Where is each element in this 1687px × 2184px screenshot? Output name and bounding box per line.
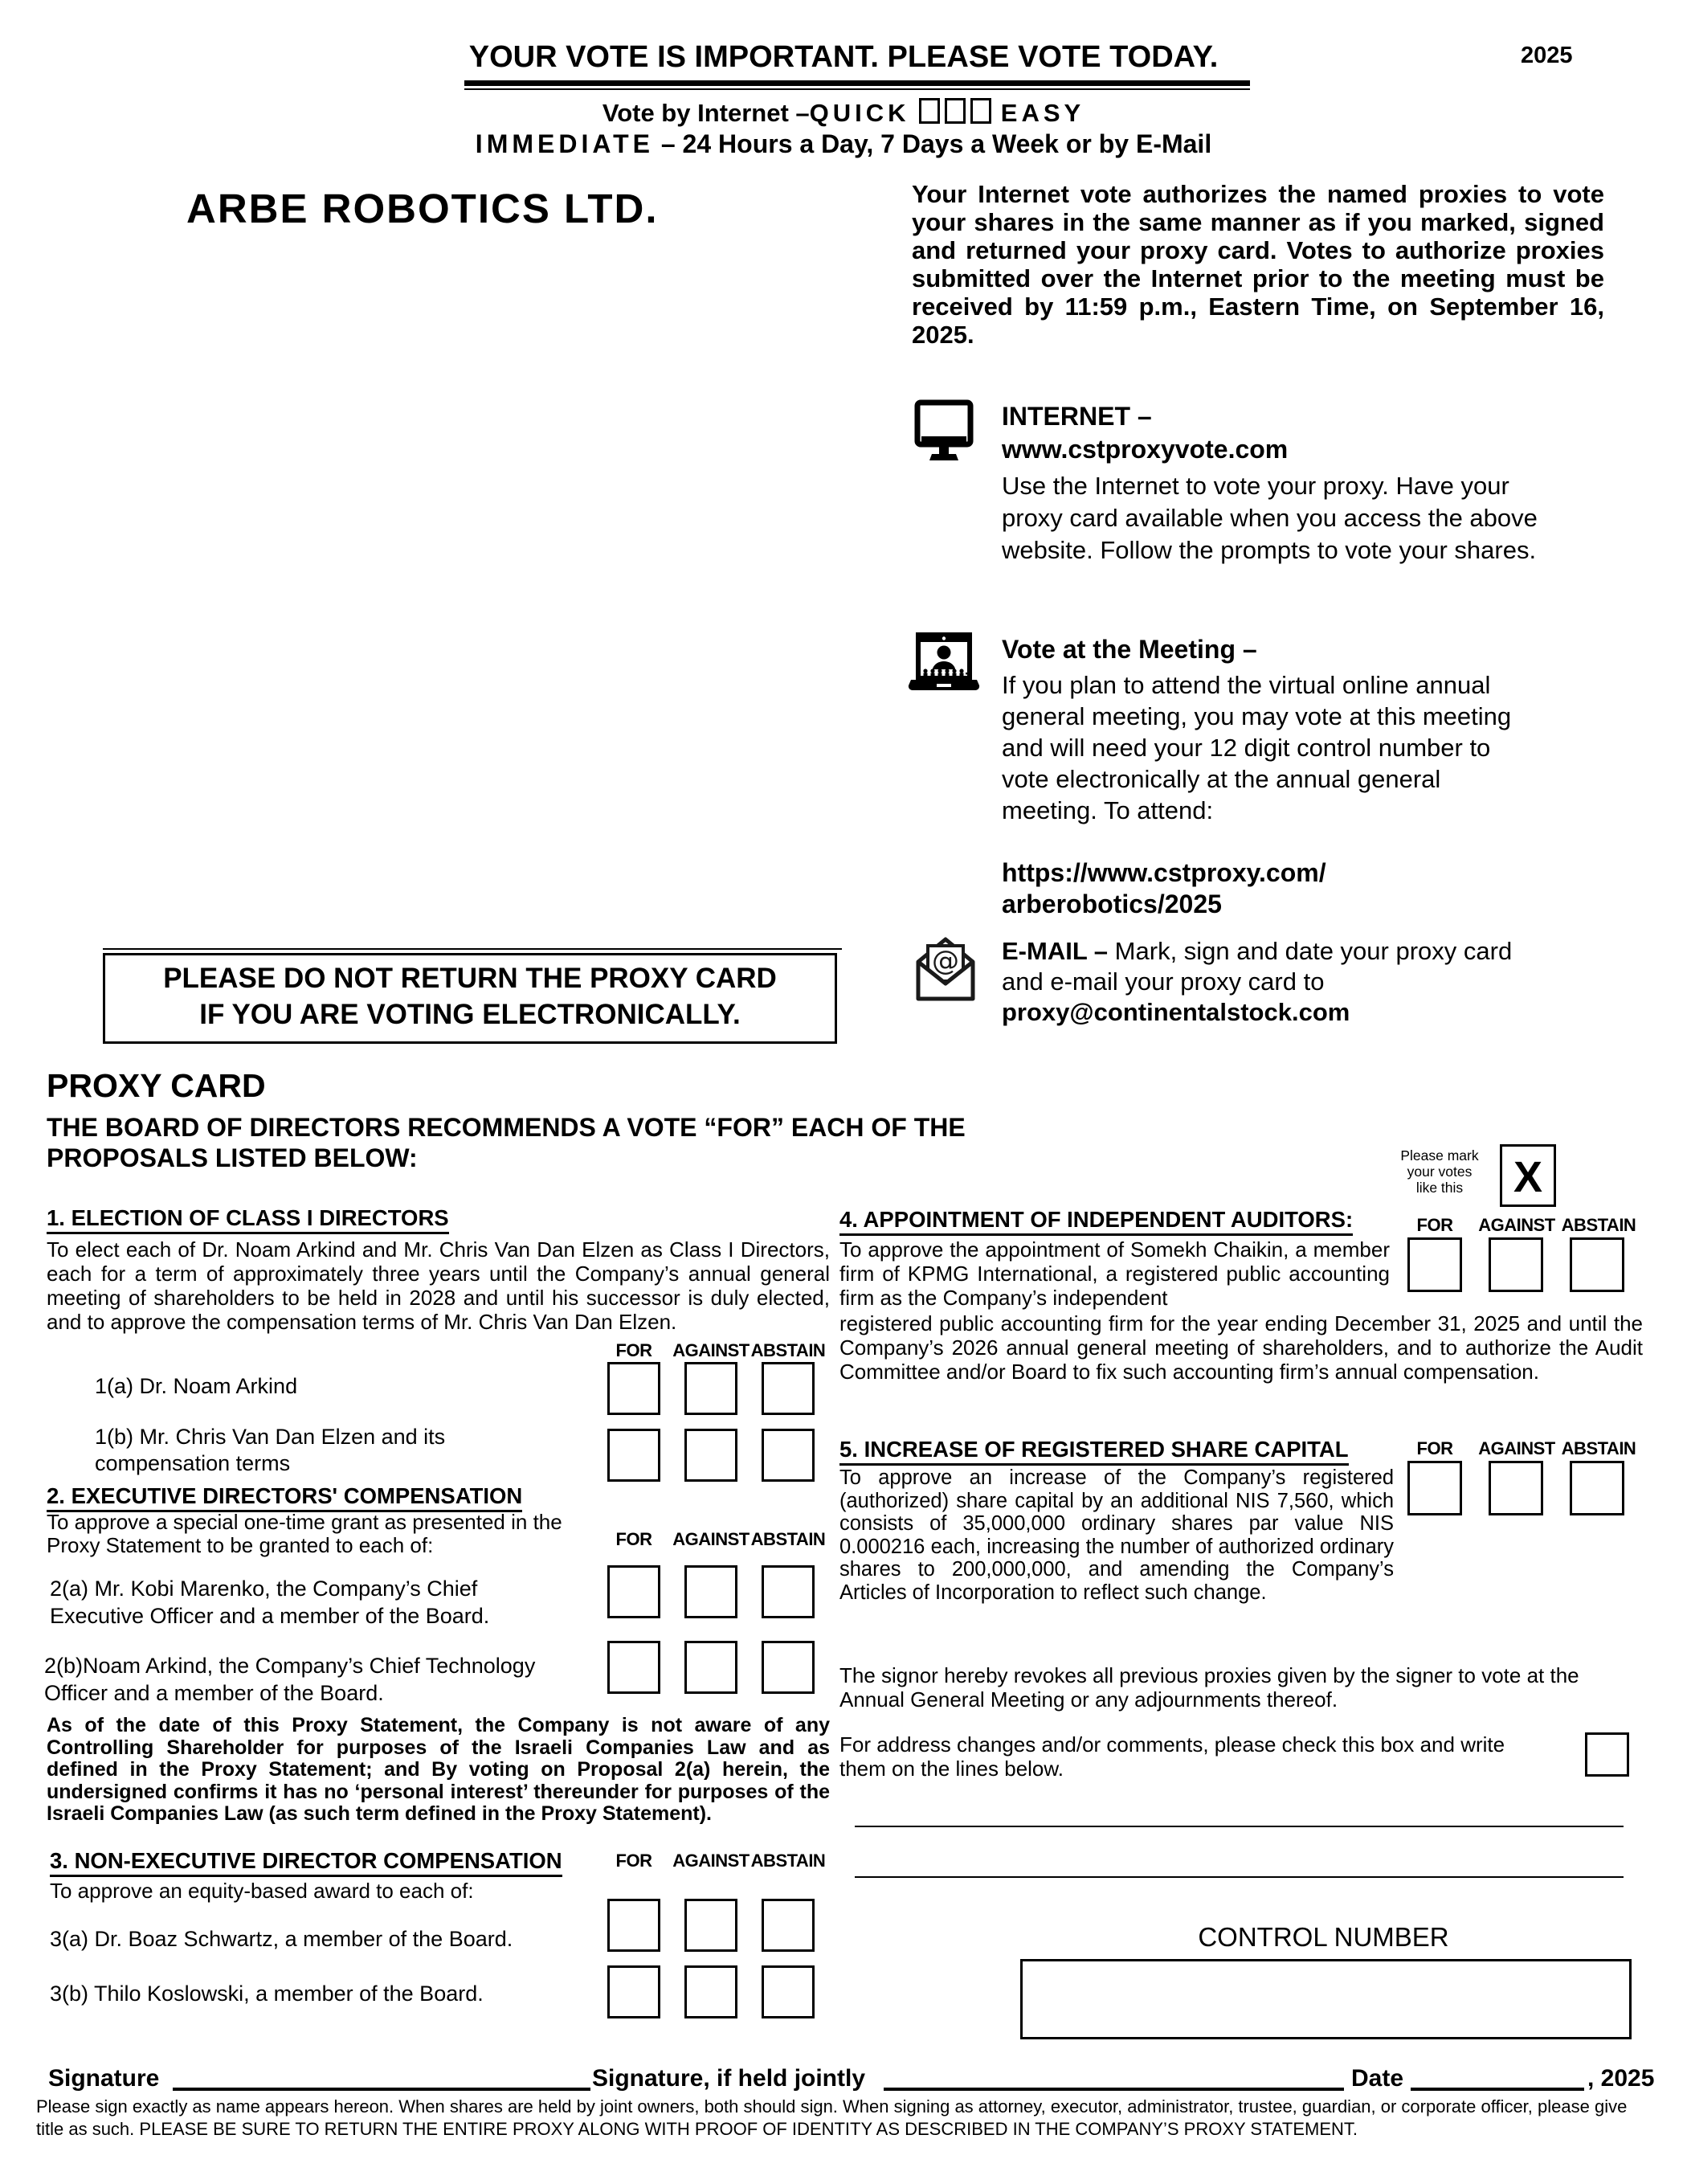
virtual-meeting-icon xyxy=(906,632,982,700)
against-label: AGAINST xyxy=(672,1529,750,1549)
checkbox-against[interactable] xyxy=(684,1429,737,1482)
abstain-label: ABSTAIN xyxy=(1561,1438,1636,1458)
proposal4-heading: 4. APPOINTMENT OF INDEPENDENT AUDITORS: xyxy=(839,1207,1353,1233)
item-3b-label: 3(b) Thilo Koslowski, a member of the Board. xyxy=(50,1982,484,2006)
item-3a-label: 3(a) Dr. Boaz Schwartz, a member of the Board. xyxy=(50,1927,513,1951)
immediate-line xyxy=(337,129,1350,159)
checkbox-for[interactable] xyxy=(607,1641,660,1694)
joint-signature-label: Signature, if held jointly xyxy=(592,2065,866,2092)
meeting-title: Vote at the Meeting – xyxy=(1002,635,1257,664)
checkbox-abstain[interactable] xyxy=(762,1362,815,1415)
abstain-label: ABSTAIN xyxy=(750,1529,826,1549)
against-label: AGAINST xyxy=(672,1340,750,1360)
against-label: AGAINST xyxy=(1478,1438,1555,1458)
item-3a-vote-row xyxy=(607,1899,815,1952)
vote-options-header-p4 xyxy=(1394,1215,1640,1236)
against-label: AGAINST xyxy=(1478,1215,1555,1235)
against-label: AGAINST xyxy=(672,1851,750,1871)
proposal4-description-narrow: To approve the appointment of Somekh Chaikin, a member firm of KPMG International, a registered public accounting firm as the Company’s independent xyxy=(839,1237,1390,1310)
email-body-line1: Mark, sign and date your proxy card xyxy=(1108,937,1513,965)
abstain-label: ABSTAIN xyxy=(750,1340,826,1360)
date-line[interactable] xyxy=(1411,2088,1584,2091)
vote-by-internet-line xyxy=(337,98,1350,128)
missing-glyph-box xyxy=(945,98,966,124)
svg-text:@: @ xyxy=(932,945,959,977)
checkbox-against[interactable] xyxy=(684,1565,737,1618)
meeting-body: If you plan to attend the virtual online annual general meeting, you may vote at this meeting and will need your 12 digit control number to vote electronically at the annual general meeting. To attend: xyxy=(1002,671,1512,824)
notice-line1: PLEASE DO NOT RETURN THE PROXY CARD xyxy=(163,963,777,994)
checkbox-abstain[interactable] xyxy=(762,1965,815,2018)
item-2a-vote-row xyxy=(607,1565,815,1618)
company-name: ARBE ROBOTICS LTD. xyxy=(186,186,659,231)
for-label: FOR xyxy=(1416,1215,1453,1235)
address-change-note: For address changes and/or comments, please check this box and write them on the lines below. xyxy=(839,1732,1505,1781)
vote-options-header-p5 xyxy=(1394,1438,1640,1459)
checkbox-against[interactable] xyxy=(684,1965,737,2018)
control-number-box xyxy=(1020,1959,1632,2039)
vote-options-header-p1 xyxy=(595,1340,827,1361)
email-line1 xyxy=(1002,937,1620,966)
immediate-word: IMMEDIATE xyxy=(475,129,654,158)
comment-line-1[interactable] xyxy=(855,1826,1624,1827)
item-3b-vote-row xyxy=(607,1965,815,2018)
proposal5-heading: 5. INCREASE OF REGISTERED SHARE CAPITAL xyxy=(839,1437,1349,1462)
item-2b-label: 2(b)Noam Arkind, the Company’s Chief Technology Officer and a member of the Board. xyxy=(44,1654,536,1705)
meeting-url-line1: https://www.cstproxy.com/ xyxy=(1002,858,1326,887)
header-divider xyxy=(464,80,1250,90)
checkbox-against[interactable] xyxy=(684,1362,737,1415)
internet-url: www.cstproxyvote.com xyxy=(1002,435,1289,464)
checkbox-for[interactable] xyxy=(1407,1461,1462,1515)
proposal5-description: To approve an increase of the Company’s registered (authorized) share capital by an additional NIS 7,560, which consists of 35,000,000 ordinary shares par value NIS 0.000216 each, increasing the number of authorized ordinary shares to 200,000,000, and amending the Company’s Articles of Incorporation to reflect such change. xyxy=(839,1466,1394,1604)
quick-word: QUICK xyxy=(809,99,910,127)
proposal3-heading: 3. NON-EXECUTIVE DIRECTOR COMPENSATION xyxy=(50,1848,562,1874)
signature-label: Signature xyxy=(48,2065,160,2092)
checkbox-abstain[interactable] xyxy=(762,1565,815,1618)
for-label: FOR xyxy=(615,1851,652,1871)
meeting-url-line2: arberobotics/2025 xyxy=(1002,890,1222,918)
proposal4-description-wide: registered public accounting firm for the year ending December 31, 2025 and until the Company’s 2026 annual general meeting of shareholders, and to authorize the Audit Committee and/or Board to fix such accounting firm’s annual compensation. xyxy=(839,1311,1643,1384)
item-2b-vote-row xyxy=(607,1641,815,1694)
year-label: 2025 xyxy=(1521,43,1573,68)
item-1b-label: 1(b) Mr. Chris Van Dan Elzen and its compensation terms xyxy=(95,1425,446,1475)
missing-glyph-box xyxy=(970,98,991,124)
proposal2-description: To approve a special one-time grant as presented in the Proxy Statement to be granted to each of: xyxy=(47,1510,562,1557)
email-address: proxy@continentalstock.com xyxy=(1002,998,1350,1026)
easy-word: EASY xyxy=(1000,99,1085,127)
abstain-label: ABSTAIN xyxy=(1561,1215,1636,1235)
notice-top-line xyxy=(103,948,842,950)
signature-year-suffix: , 2025 xyxy=(1587,2065,1655,2092)
email-body-line2: and e-mail your proxy card to xyxy=(1002,967,1325,996)
checkbox-for[interactable] xyxy=(607,1965,660,2018)
proposal5-vote-row xyxy=(1407,1461,1624,1515)
mark-example-box: X xyxy=(1500,1144,1556,1207)
internet-title: INTERNET – xyxy=(1002,402,1152,431)
vote-options-header-p2 xyxy=(595,1529,827,1550)
item-1b-vote-row xyxy=(607,1429,815,1482)
joint-signature-line[interactable] xyxy=(884,2088,1344,2091)
comment-line-2[interactable] xyxy=(855,1876,1624,1878)
proxy-card-title: PROXY CARD xyxy=(47,1067,266,1104)
item-1a-label: 1(a) Dr. Noam Arkind xyxy=(95,1374,298,1398)
checkbox-against[interactable] xyxy=(684,1641,737,1694)
proposal2-heading: 2. EXECUTIVE DIRECTORS' COMPENSATION xyxy=(47,1483,522,1509)
internet-body: Use the Internet to vote your proxy. Have your proxy card available when you access the above website. Follow the prompts to vote your shares. xyxy=(1002,472,1538,564)
checkbox-abstain[interactable] xyxy=(1570,1461,1624,1515)
monitor-icon xyxy=(914,399,974,467)
checkbox-abstain[interactable] xyxy=(1570,1237,1624,1292)
fine-print: Please sign exactly as name appears hereon. When shares are held by joint owners, both should sign. When signing as attorney, executor, administrator, trustee, guardian, or corporate officer, please give title as such. PLEASE BE SURE TO RETURN THE ENTIRE PROXY ALONG WITH PROOF OF IDENTITY AS DESCRIBED IN THE COMPANY’S PROXY STATEMENT. xyxy=(36,2096,1628,2139)
immediate-rest: – 24 Hours a Day, 7 Days a Week or by E-Mail xyxy=(660,129,1212,158)
proposal1-description: To elect each of Dr. Noam Arkind and Mr. Chris Van Dan Elzen as Class I Directors, each for a term of approximately three years until the Company’s annual general meeting of shareholders to be held in 2028 and until his successor is duly elected, and to approve the compensation terms of Mr. Chris Van Dan Elzen. xyxy=(47,1237,830,1334)
checkbox-for[interactable] xyxy=(607,1899,660,1952)
email-envelope-icon xyxy=(911,930,980,1003)
vote-options-header-p3 xyxy=(595,1851,827,1871)
checkbox-for[interactable] xyxy=(1407,1237,1462,1292)
item-1a-vote-row xyxy=(607,1362,815,1415)
control-number-label: CONTROL NUMBER xyxy=(1198,1922,1449,1952)
checkbox-abstain[interactable] xyxy=(762,1429,815,1482)
abstain-label: ABSTAIN xyxy=(750,1851,826,1871)
notice-line2: IF YOU ARE VOTING ELECTRONICALLY. xyxy=(199,999,741,1030)
missing-glyph-box xyxy=(919,98,940,124)
date-label: Date xyxy=(1351,2065,1404,2092)
board-recommendation: THE BOARD OF DIRECTORS RECOMMENDS A VOTE “FOR” EACH OF THE PROPOSALS LISTED BELOW: xyxy=(47,1113,966,1172)
for-label: FOR xyxy=(615,1529,652,1549)
signature-line[interactable] xyxy=(173,2088,590,2091)
for-label: FOR xyxy=(1416,1438,1453,1458)
checkbox-abstain[interactable] xyxy=(762,1641,815,1694)
checkbox-against[interactable] xyxy=(684,1899,737,1952)
proposal4-vote-row xyxy=(1407,1237,1624,1292)
signor-revocation-note: The signor hereby revokes all previous proxies given by the signer to vote at the Annual General Meeting or any adjournments thereof. xyxy=(839,1663,1579,1712)
for-label: FOR xyxy=(615,1340,652,1360)
checkbox-abstain[interactable] xyxy=(762,1899,815,1952)
mark-instruction: Please mark your votes like this xyxy=(1400,1147,1479,1196)
proposal1-heading: 1. ELECTION OF CLASS I DIRECTORS xyxy=(47,1205,449,1231)
email-title: E-MAIL – xyxy=(1002,937,1109,965)
internet-vote-intro: Your Internet vote authorizes the named proxies to vote your shares in the same manner as if you marked, signed and returned your proxy card. Votes to authorize proxies submitted over the Internet prior to the meeting must be received by 11:59 p.m., Eastern Time, on September 16, 2025. xyxy=(912,180,1604,349)
controlling-shareholder-note: As of the date of this Proxy Statement, the Company is not aware of any Controlling Shareholder for purposes of the Israeli Companies Law and as defined in the Proxy Statement; and By voting on Proposal 2(a) herein, the undersigned confirms it has no ‘personal interest’ thereunder for purposes of the Israeli Companies Law (as such term defined in the Proxy Statement). xyxy=(47,1714,830,1825)
checkbox-for[interactable] xyxy=(607,1565,660,1618)
checkbox-for[interactable] xyxy=(607,1362,660,1415)
checkbox-against[interactable] xyxy=(1489,1237,1543,1292)
vote-by-internet-prefix: Vote by Internet – xyxy=(602,99,810,127)
proposal3-description: To approve an equity-based award to each of: xyxy=(50,1879,474,1903)
address-change-checkbox[interactable] xyxy=(1585,1732,1629,1777)
item-2a-label: 2(a) Mr. Kobi Marenko, the Company’s Chief Executive Officer and a member of the Board. xyxy=(50,1577,490,1628)
do-not-return-notice xyxy=(103,953,837,1044)
checkbox-for[interactable] xyxy=(607,1429,660,1482)
checkbox-against[interactable] xyxy=(1489,1461,1543,1515)
page-title: YOUR VOTE IS IMPORTANT. PLEASE VOTE TODAY. xyxy=(468,40,1219,74)
